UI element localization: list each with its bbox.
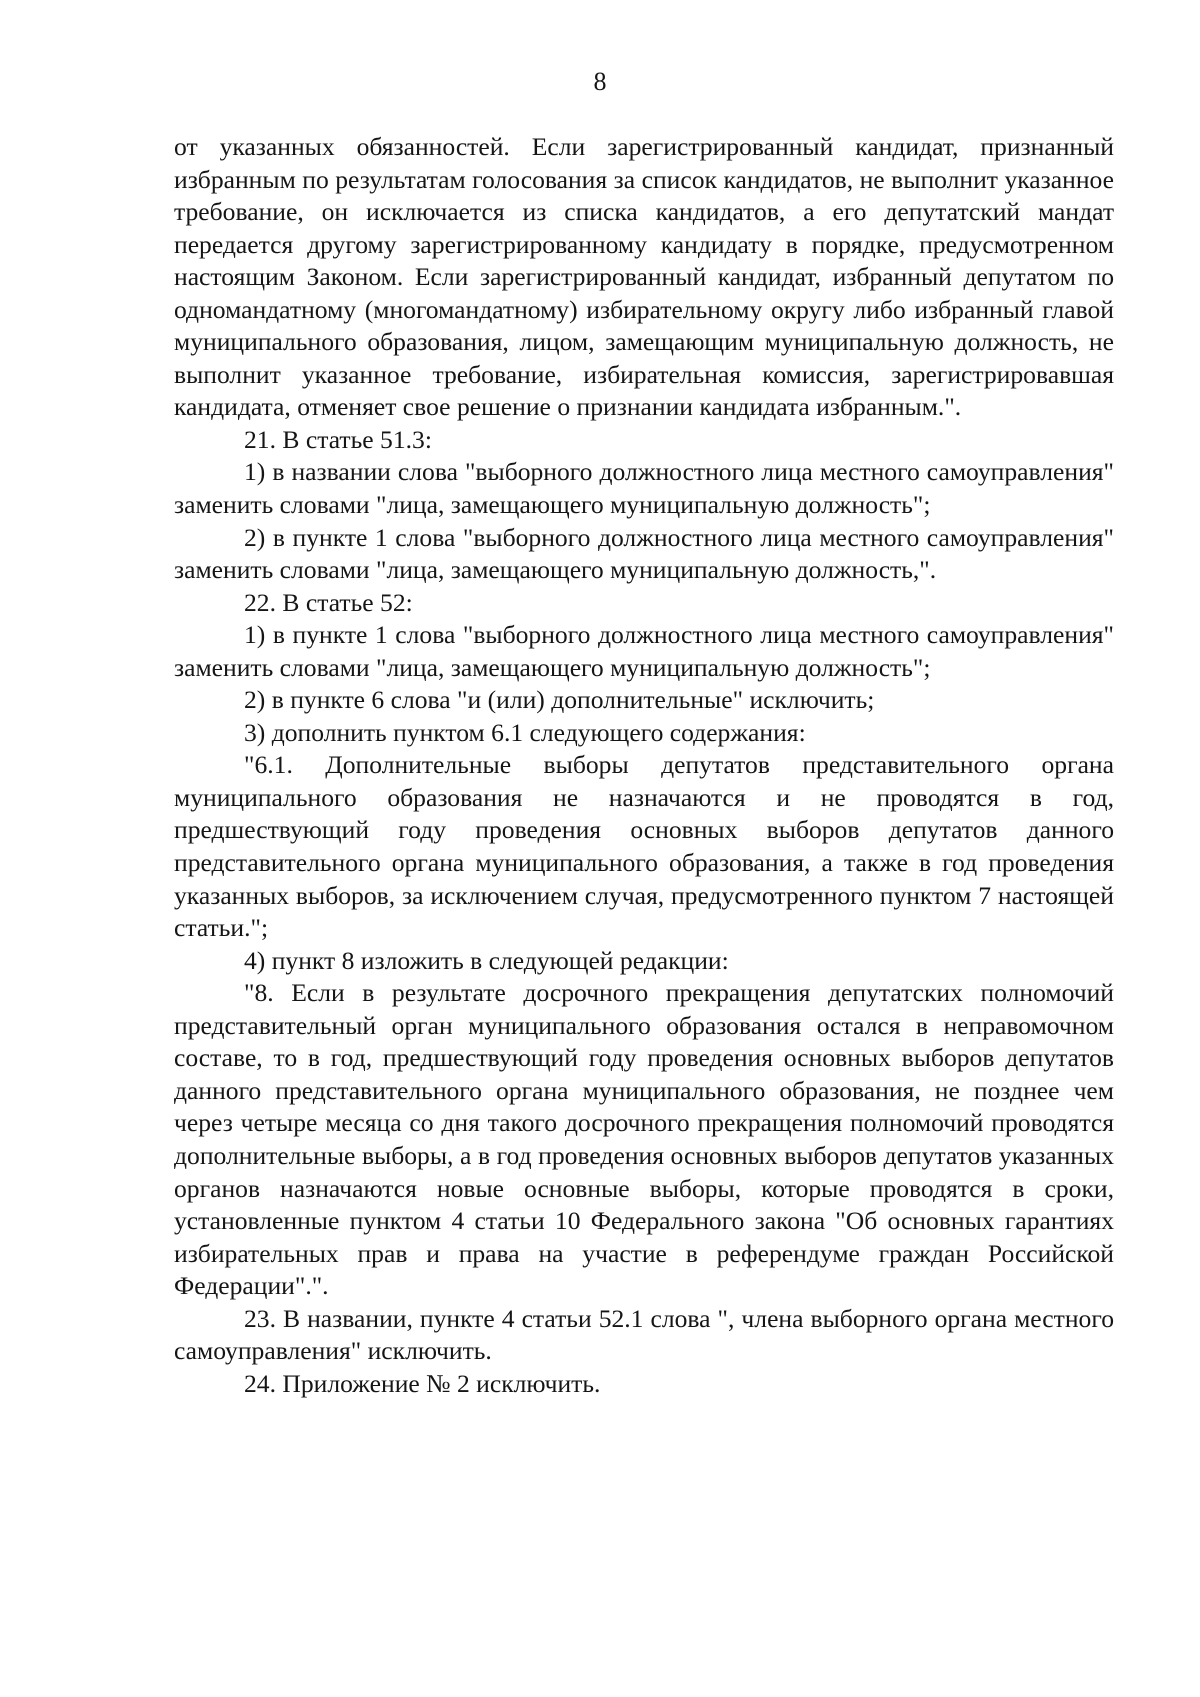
paragraph-item-23: 23. В названии, пункте 4 статьи 52.1 слова ", члена выборного органа местного самоуправления" исключить. [174, 1303, 1114, 1366]
paragraph-item-21-2: 2) в пункте 1 слова "выборного должностного лица местного самоуправления" заменить словами "лица, замещающего муниципальную должность,". [174, 522, 1114, 585]
paragraph-item-22: 22. В статье 52: [244, 587, 413, 617]
paragraph-item-21-1: 1) в названии слова "выборного должностного лица местного самоуправления" заменить словами "лица, замещающего муниципальную должность"; [174, 457, 1114, 520]
paragraph-continuation: от указанных обязанностей. Если зарегистрированный кандидат, признанный избранным по результатам голосования за список кандидатов, не выполнит указанное требование, он исключается из списка кандидатов, а его депутатский мандат передается другому зарегистрированному кандидату в порядке, предусмотренном настоящим Законом. Если зарегистрированный кандидат, избранный депутатом по одномандатному (многомандатному) избирательному округу либо избранный главой муниципального образования, лицом, замещающим муниципальную должность, не выполнит указанное требование, избирательная комиссия, зарегистрировавшая кандидата, отменяет свое решение о признании кандидата избранным.". [174, 132, 1114, 422]
page-number: 8 [593, 67, 607, 96]
paragraph-item-22-2: 2) в пункте 6 слова "и (или) дополнительные" исключить; [244, 685, 875, 715]
document-body [174, 131, 1114, 1400]
paragraph-item-22-3: 3) дополнить пунктом 6.1 следующего содержания: [244, 717, 806, 747]
paragraph-item-21: 21. В статье 51.3: [244, 424, 432, 454]
paragraph-item-22-4: 4) пункт 8 изложить в следующей редакции: [244, 945, 729, 975]
paragraph-quote-8: "8. Если в результате досрочного прекращения депутатских полномочий представительный орган муниципального образования остался в неправомочном составе, то в год, предшествующий году проведения основных выборов депутатов данного представительного органа муниципального образования, не позднее чем через четыре месяца со дня такого досрочного прекращения полномочий проводятся дополнительные выборы, а в год проведения основных выборов депутатов указанных органов назначаются новые основные выборы, которые проводятся в сроки, установленные пунктом 4 статьи 10 Федерального закона "Об основных гарантиях избирательных прав и права на участие в референдуме граждан Российской Федерации".". [174, 978, 1114, 1301]
paragraph-item-22-1: 1) в пункте 1 слова "выборного должностного лица местного самоуправления" заменить словами "лица, замещающего муниципальную должность"; [174, 620, 1114, 682]
paragraph-quote-6-1: "6.1. Дополнительные выборы депутатов представительного органа муниципального образования не назначаются и не проводятся в год, предшествующий году проведения основных выборов депутатов данного представительного органа муниципального образования, а также в год проведения указанных выборов, за исключением случая, предусмотренного пунктом 7 настоящей статьи."; [174, 750, 1114, 943]
paragraph-item-24: 24. Приложение № 2 исключить. [244, 1368, 601, 1398]
